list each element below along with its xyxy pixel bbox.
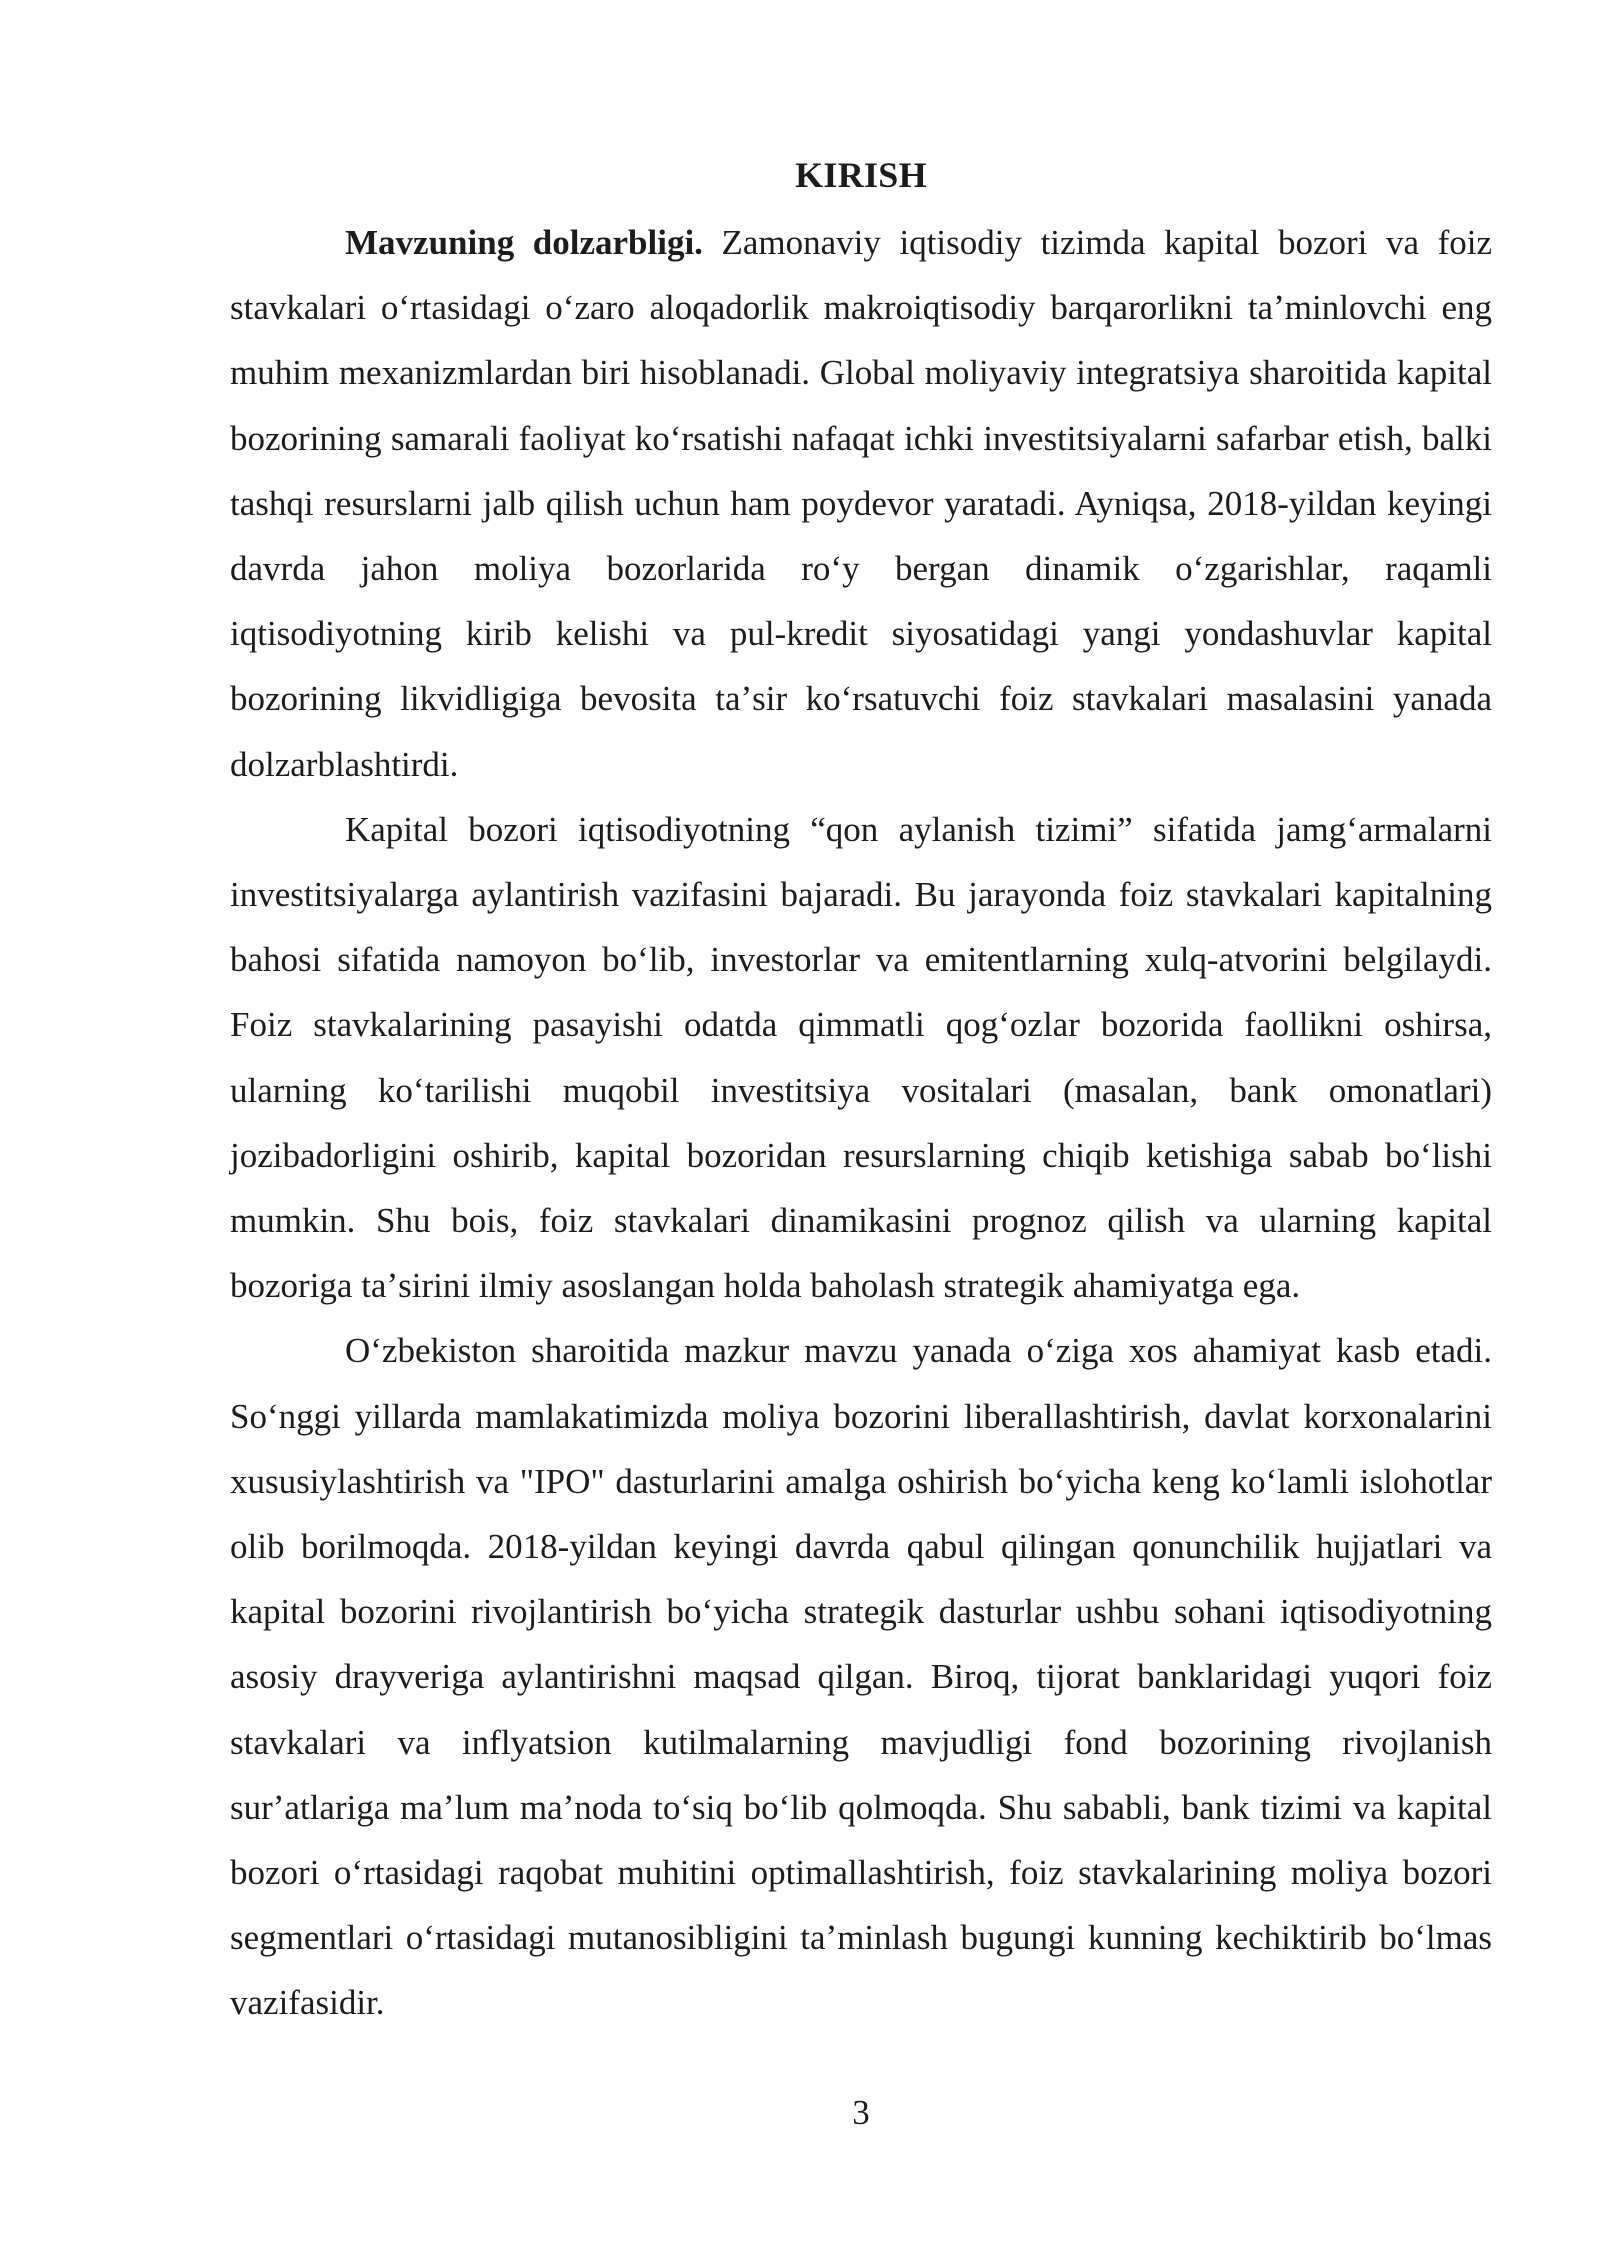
section-title: KIRISH	[795, 155, 927, 195]
paragraph-uzbekistan	[230, 1318, 1492, 2035]
page-number: 3	[852, 2093, 870, 2132]
paragraph-text: Zamonaviy iqtisodiy tizimda kapital bozori va foiz stavkalari oʻrtasidagi oʻzaro aloqadorlik makroiqtisodiy barqarorlikni taʼminlovchi eng muhim mexanizmlardan biri hisoblanadi. Global moliyaviy integratsiya sharoitida kapital bozorining samarali faoliyat koʻrsatishi nafaqat ichki investitsiyalarni safarbar etish, balki tashqi resurslarni jalb qilish uchun ham poydevor yaratadi. Ayniqsa, 2018-yildan keyingi davrda jahon moliya bozorlarida roʻy bergan dinamik oʻzgarishlar, raqamli iqtisodiyotning kirib kelishi va pul-kredit siyosatidagi yangi yondashuvlar kapital bozorining likvidligiga bevosita taʼsir koʻrsatuvchi foiz stavkalari masalasini yanada dolzarblashtirdi.	[230, 223, 1492, 784]
paragraph-lead-heading: Mavzuning dolzarbligi.	[345, 223, 703, 262]
paragraph-capital-market	[230, 797, 1492, 1319]
paragraph-text: Kapital bozori iqtisodiyotning “qon aylanish tizimi” sifatida jamgʻarmalarni investitsiyalarga aylantirish vazifasini bajaradi. Bu jarayonda foiz stavkalari kapitalning bahosi sifatida namoyon boʻlib, investorlar va emitentlarning xulq-atvorini belgilaydi. Foiz stavkalarining pasayishi odatda qimmatli qogʻozlar bozorida faollikni oshirsa, ularning koʻtarilishi muqobil investitsiya vositalari (masalan, bank omonatlari) jozibadorligini oshirib, kapital bozoridan resurslarning chiqib ketishiga sabab boʻlishi mumkin. Shu bois, foiz stavkalari dinamikasini prognoz qilish va ularning kapital bozoriga taʼsirini ilmiy asoslangan holda baholash strategik ahamiyatga ega.	[230, 809, 1492, 1306]
page-content	[230, 148, 1492, 2036]
paragraph-text: Oʻzbekiston sharoitida mazkur mavzu yanada oʻziga xos ahamiyat kasb etadi. Soʻnggi yillarda mamlakatimizda moliya bozorini liberallashtirish, davlat korxonalarini xususiylashtirish va "IPO" dasturlarini amalga oshirish boʻyicha keng koʻlamli islohotlar olib borilmoqda. 2018-yildan keyingi davrda qabul qilingan qonunchilik hujjatlari va kapital bozorini rivojlantirish boʻyicha strategik dasturlar ushbu sohani iqtisodiyotning asosiy drayveriga aylantirishni maqsad qilgan. Biroq, tijorat banklaridagi yuqori foiz stavkalari va inflyatsion kutilmalarning mavjudligi fond bozorining rivojlanish surʼatlariga maʼlum maʼnoda toʻsiq boʻlib qolmoqda. Shu sababli, bank tizimi va kapital bozori oʻrtasidagi raqobat muhitini optimallashtirish, foiz stavkalarining moliya bozori segmentlari oʻrtasidagi mutanosibligini taʼminlash bugungi kunning kechiktirib boʻlmas vazifasidir.	[230, 1331, 1492, 2023]
paragraph-relevance	[230, 210, 1492, 797]
